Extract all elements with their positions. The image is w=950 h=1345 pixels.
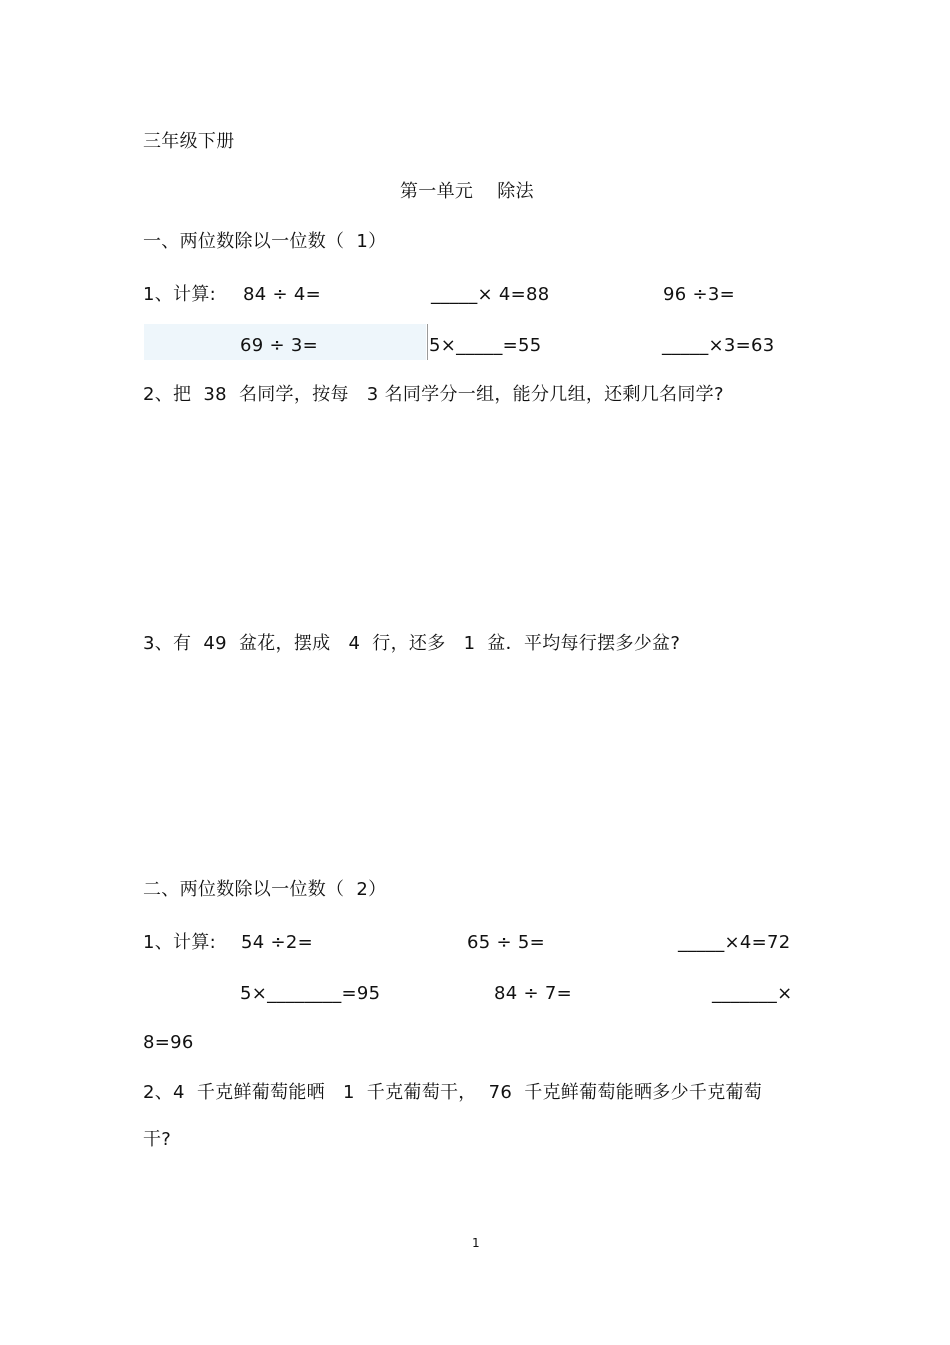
s2-q1-item-6-continued: 8=96	[143, 1032, 194, 1053]
s2-question-2-line-1: 2、4 千克鲜葡萄能晒 1 千克葡萄干， 76 千克鲜葡萄能晒多少千克葡萄	[143, 1082, 763, 1103]
s2-question-2-line-2: 干?	[143, 1129, 172, 1150]
s1-question-3: 3、有 49 盆花，摆成 4 行，还多 1 盆．平均每行摆多少盆?	[143, 633, 681, 654]
s2-q1-item-6: _______×	[712, 983, 793, 1004]
unit-title: 第一单元 除法	[400, 181, 534, 202]
s1-q1-item-4: 69 ÷ 3=	[240, 335, 319, 356]
s2-q1-item-1: 54 ÷2=	[241, 932, 314, 953]
s1-q1-label: 1、计算:	[143, 284, 217, 305]
section-2-heading: 二、两位数除以一位数（ 2）	[143, 879, 387, 900]
section-1-heading: 一、两位数除以一位数（ 1）	[143, 231, 387, 252]
s2-q1-item-3: _____×4=72	[678, 932, 791, 953]
s1-q1-item-3: 96 ÷3=	[663, 284, 736, 305]
grade-header: 三年级下册	[143, 131, 235, 152]
s2-q1-item-4: 5×________=95	[240, 983, 381, 1004]
s1-q1-item-5: 5×_____=55	[429, 335, 542, 356]
s1-q1-item-6: _____×3=63	[662, 335, 775, 356]
s2-q1-label: 1、计算:	[143, 932, 217, 953]
s1-q1-item-2: _____× 4=88	[431, 284, 550, 305]
s1-q1-item-1: 84 ÷ 4=	[243, 284, 322, 305]
s2-q1-item-2: 65 ÷ 5=	[467, 932, 546, 953]
s2-q1-item-5: 84 ÷ 7=	[494, 983, 573, 1004]
s1-question-2: 2、把 38 名同学，按每 3 名同学分一组，能分几组，还剩几名同学?	[143, 384, 724, 405]
column-divider	[427, 324, 428, 360]
page-number: 1	[472, 1236, 480, 1250]
